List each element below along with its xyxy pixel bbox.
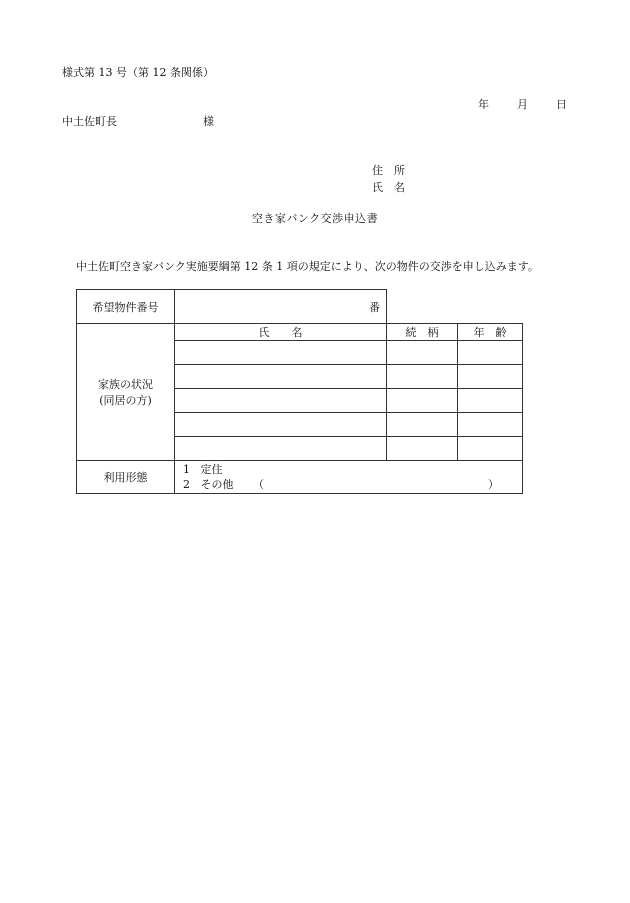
column-header-age: 年 齢 [458, 324, 523, 341]
date-year-label: 年 [478, 98, 489, 111]
family-name-field[interactable] [175, 341, 387, 365]
date-line [478, 96, 567, 112]
family-age-field[interactable] [458, 437, 523, 461]
usage-option-2[interactable] [183, 477, 522, 492]
family-name-field[interactable] [175, 365, 387, 389]
document-title: 空き家バンク交渉申込書 [251, 212, 379, 225]
application-table [76, 289, 523, 494]
column-header-relation: 続 柄 [387, 324, 458, 341]
family-name-field[interactable] [175, 437, 387, 461]
family-relation-field[interactable] [387, 365, 458, 389]
property-number-field[interactable] [175, 290, 387, 324]
applicant-block [372, 162, 405, 196]
usage-option-1[interactable] [183, 462, 522, 477]
family-relation-field[interactable] [387, 413, 458, 437]
family-header-row [77, 324, 523, 341]
family-relation-field[interactable] [387, 341, 458, 365]
usage-options [175, 461, 523, 494]
addressee-name: 中土佐町長 [62, 115, 117, 128]
form-number: 様式第 13 号（第 12 条関係） [62, 66, 214, 79]
address-label: 住 所 [372, 164, 405, 177]
property-number-row [77, 290, 523, 324]
usage-other-open-paren: （ [253, 478, 264, 491]
property-number-label: 希望物件番号 [77, 290, 175, 324]
usage-row [77, 461, 523, 494]
date-day-label: 日 [556, 98, 567, 111]
usage-option-2-text: その他 [200, 478, 234, 491]
addressee-honorific: 様 [203, 115, 214, 128]
family-age-field[interactable] [458, 365, 523, 389]
family-label-line1: 家族の状況 [98, 378, 153, 391]
family-label-line2: (同居の方) [99, 394, 152, 407]
family-age-field[interactable] [458, 341, 523, 365]
usage-option-1-number: 1 [183, 463, 190, 476]
family-relation-field[interactable] [387, 437, 458, 461]
date-month-label: 月 [517, 98, 528, 111]
family-label [77, 324, 175, 461]
family-name-field[interactable] [175, 389, 387, 413]
usage-option-1-text: 定住 [200, 463, 223, 476]
usage-label: 利用形態 [77, 461, 175, 494]
addressee [62, 113, 214, 129]
family-age-field[interactable] [458, 413, 523, 437]
family-name-field[interactable] [175, 413, 387, 437]
family-relation-field[interactable] [387, 389, 458, 413]
name-label: 氏 名 [372, 181, 405, 194]
column-header-name: 氏 名 [175, 324, 387, 341]
family-age-field[interactable] [458, 389, 523, 413]
usage-option-2-number: 2 [183, 478, 190, 491]
property-number-suffix: 番 [369, 300, 380, 314]
body-text: 中土佐町空き家バンク実施要綱第 12 条 1 項の規定により、次の物件の交渉を申し込みます。 [76, 260, 539, 273]
usage-other-close-paren: ） [488, 478, 499, 491]
